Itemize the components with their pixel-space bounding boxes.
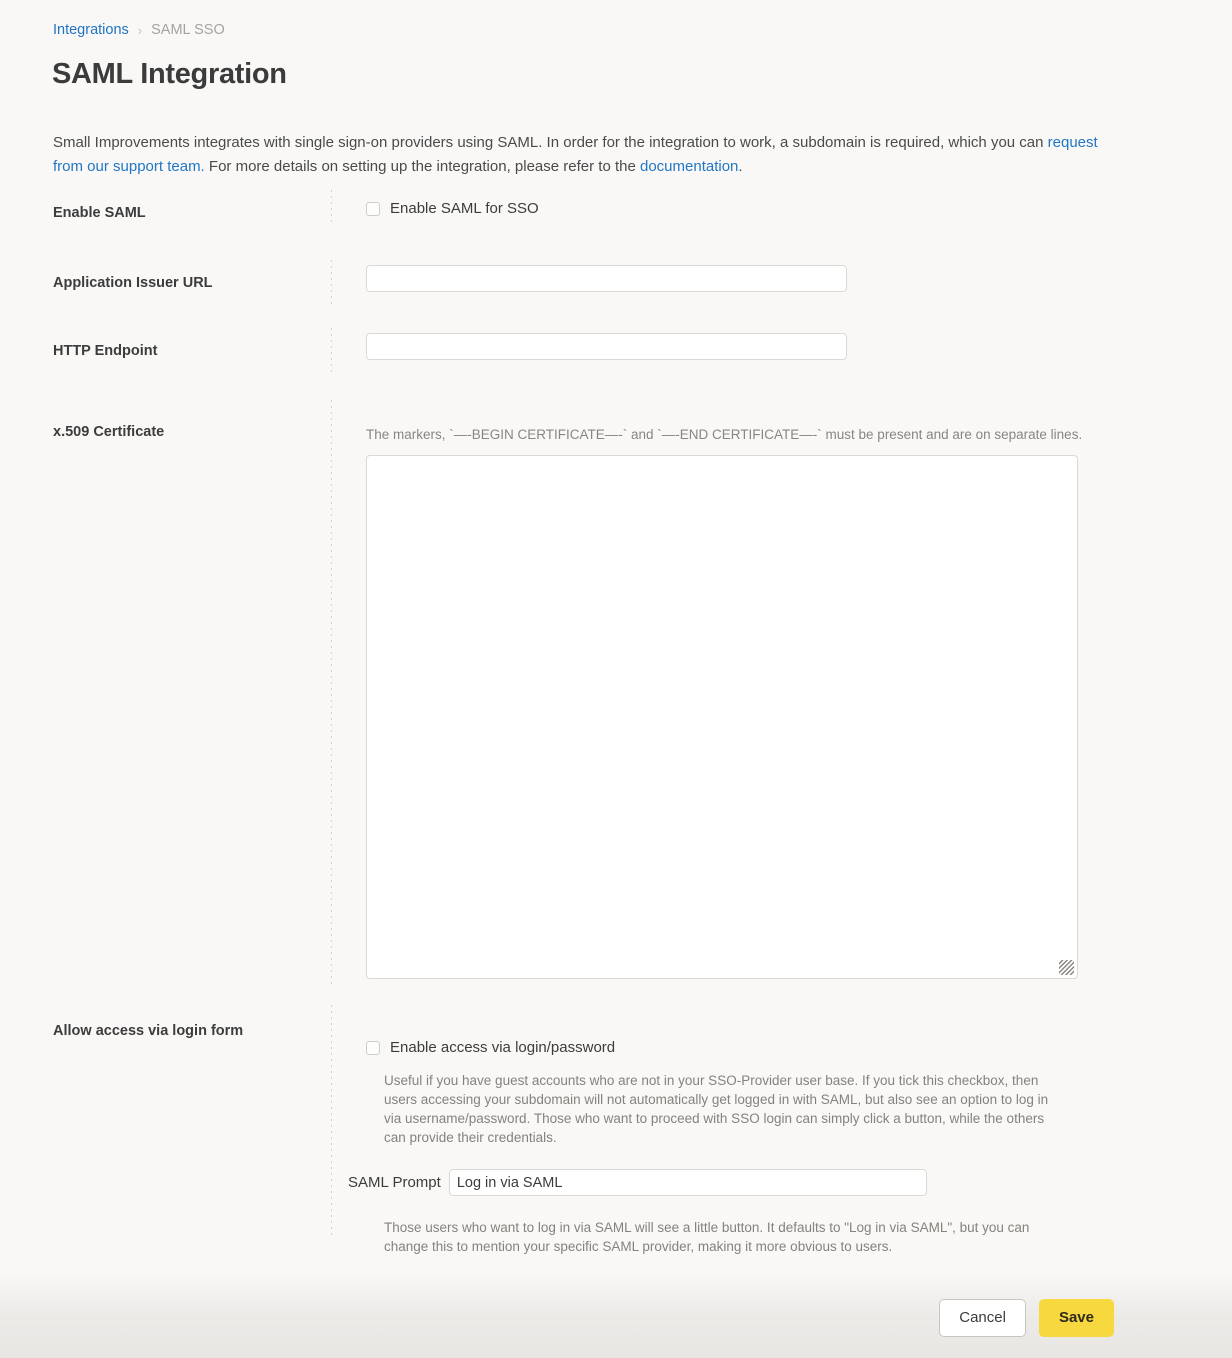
- intro-text-part-1: Small Improvements integrates with single sign-on providers using SAML. In order for the integration to work, a subdomain is required, which you can: [53, 134, 1048, 151]
- checkbox-login-password-label: Enable access via login/password: [390, 1039, 616, 1056]
- chevron-right-icon: ›: [137, 23, 143, 38]
- form-actions: [939, 1299, 1114, 1337]
- x509-certificate-textarea[interactable]: [367, 456, 1077, 978]
- certificate-textarea-wrapper[interactable]: [366, 455, 1078, 979]
- page-title: SAML Integration: [52, 58, 287, 90]
- resize-handle-icon[interactable]: [1059, 960, 1074, 975]
- control-certificate: [332, 400, 1232, 979]
- support-team-link[interactable]: request from our support team.: [53, 134, 1098, 175]
- checkbox-enable-saml-for-sso[interactable]: [366, 198, 1232, 220]
- http-endpoint-input[interactable]: [366, 333, 847, 360]
- form-row-login-form: [0, 1005, 1232, 1255]
- login-form-description: Useful if you have guest accounts who are not in your SSO-Provider user base. If you tick this checkbox, then users accessing your subdomain will not automatically get logged in with SAML, but also see an option to log in via username/password. Those who want to proceed with SSO login can simply click a button, while the others can provide their credentials.: [384, 1073, 1049, 1145]
- documentation-link[interactable]: documentation: [639, 158, 739, 175]
- breadcrumb-link-integrations[interactable]: Integrations: [53, 22, 129, 38]
- label-http-endpoint: HTTP Endpoint: [53, 343, 158, 359]
- application-issuer-url-input[interactable]: [366, 265, 847, 292]
- control-issuer-url: [332, 260, 1232, 292]
- label-application-issuer-url: Application Issuer URL: [53, 275, 213, 291]
- control-http-endpoint: [332, 328, 1232, 360]
- label-x509-certificate: x.509 Certificate: [53, 424, 165, 440]
- settings-form: [0, 190, 1232, 1255]
- checkbox-enable-access-via-login-password[interactable]: [366, 1037, 1232, 1059]
- breadcrumb: [53, 21, 225, 40]
- checkbox-box-icon[interactable]: [366, 202, 380, 216]
- save-button[interactable]: Save: [1039, 1299, 1114, 1337]
- cancel-button[interactable]: Cancel: [939, 1299, 1026, 1337]
- saml-prompt-row: [348, 1169, 1232, 1196]
- saml-prompt-input[interactable]: [449, 1169, 927, 1196]
- label-saml-prompt: SAML Prompt: [348, 1174, 441, 1191]
- breadcrumb-current-saml-sso: SAML SSO: [151, 22, 225, 38]
- form-row-certificate: [0, 400, 1232, 1005]
- control-login-form: [332, 1005, 1232, 1256]
- checkbox-enable-saml-label: Enable SAML for SSO: [390, 200, 539, 217]
- control-enable-saml: [332, 190, 1232, 220]
- intro-text-part-3: .: [738, 158, 743, 175]
- intro-paragraph: [53, 131, 1099, 179]
- intro-text-part-2: For more details on setting up the integration, please refer to the: [204, 158, 640, 175]
- label-allow-access-via-login-form: Allow access via login form: [53, 1023, 244, 1039]
- saml-prompt-note: Those users who want to log in via SAML will see a little button. It defaults to "Log in via SAML", but you can change this to mention your specific SAML provider, making it more obvious to users.: [384, 1220, 1030, 1254]
- certificate-marker-note: The markers, `—-BEGIN CERTIFICATE—-` and `—-END CERTIFICATE—-` must be present and are on separate lines.: [366, 427, 1083, 442]
- checkbox-box-icon[interactable]: [366, 1041, 380, 1055]
- form-row-issuer-url: [0, 260, 1232, 328]
- form-row-http-endpoint: [0, 328, 1232, 400]
- form-row-enable-saml: [0, 190, 1232, 260]
- label-enable-saml: Enable SAML: [53, 205, 146, 221]
